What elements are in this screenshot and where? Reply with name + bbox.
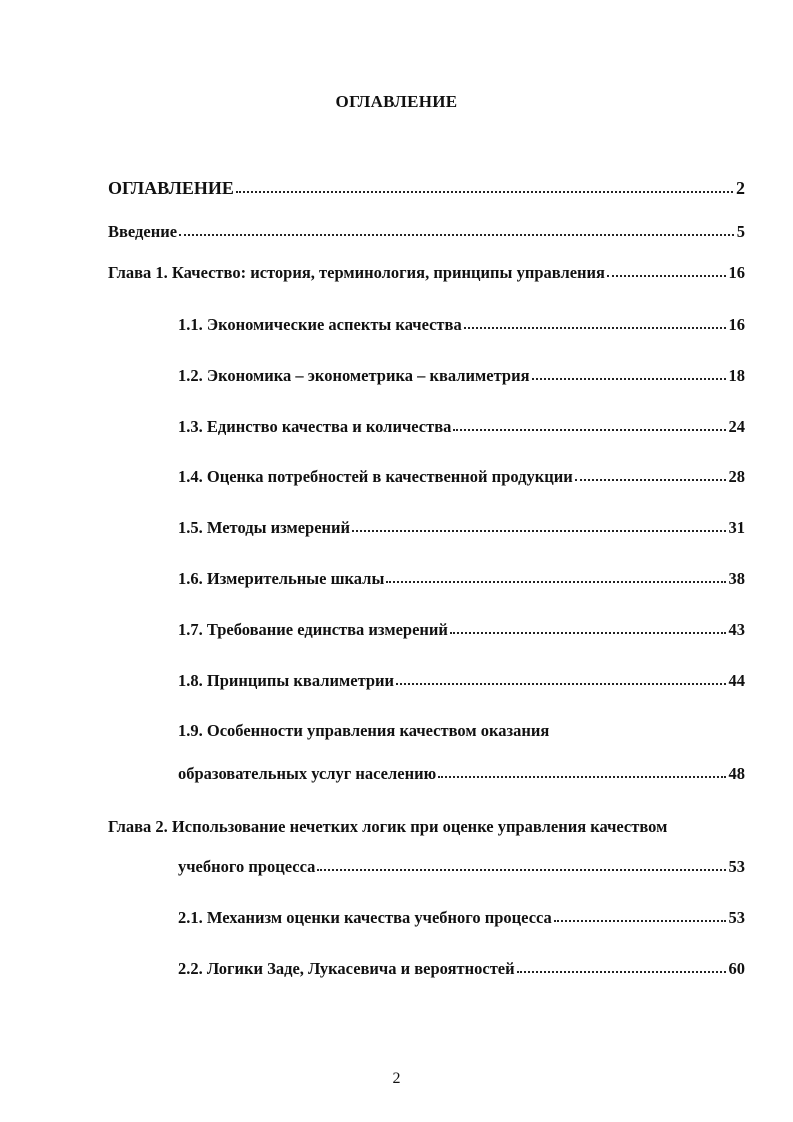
toc-entry-section-1-9-line-1[interactable]: 1.9. Особенности управления качеством оказания xyxy=(178,721,550,740)
toc-leader xyxy=(386,581,725,583)
toc-entry-chapter-1[interactable] xyxy=(108,263,745,283)
toc-entry-page: 53 xyxy=(728,908,745,927)
toc-entry-section-1-4[interactable] xyxy=(178,467,745,487)
toc-leader xyxy=(396,683,725,685)
toc-leader xyxy=(236,191,733,193)
toc-entry-section-1-5[interactable] xyxy=(178,518,745,538)
toc-entry-section-1-1[interactable] xyxy=(178,315,745,335)
toc-entry-page: 43 xyxy=(728,620,745,639)
toc-entry-section-2-2[interactable] xyxy=(178,959,745,979)
toc-entry-title: Введение xyxy=(108,222,178,241)
page-number: 2 xyxy=(392,1070,401,1087)
toc-entry-title: образовательных услуг населению xyxy=(178,764,437,783)
toc-leader xyxy=(532,378,726,380)
toc-entry-section-1-9[interactable] xyxy=(178,764,745,784)
toc-entry-title: 1.1. Экономические аспекты качества xyxy=(178,315,462,334)
toc-entry-page: 60 xyxy=(728,959,745,978)
toc-entry-section-1-7[interactable] xyxy=(178,620,745,640)
page-title: ОГЛАВЛЕНИЕ xyxy=(335,92,458,111)
toc-leader xyxy=(179,234,734,236)
toc-leader xyxy=(517,971,726,973)
toc-entry-page: 24 xyxy=(728,417,745,436)
toc-leader xyxy=(352,530,725,532)
toc-entry-page: 53 xyxy=(728,857,745,876)
toc-entry-contents[interactable] xyxy=(108,178,745,198)
toc-entry-page: 16 xyxy=(728,263,745,282)
toc-entry-page: 2 xyxy=(736,178,745,198)
toc-entry-page: 5 xyxy=(736,222,745,241)
toc-leader xyxy=(450,632,726,634)
toc-entry-title: учебного процесса xyxy=(178,857,316,876)
toc-leader xyxy=(554,920,726,922)
toc-leader xyxy=(453,429,725,431)
toc-entry-intro[interactable] xyxy=(108,222,745,242)
toc-entry-chapter-2[interactable] xyxy=(178,857,745,877)
toc-leader xyxy=(438,776,725,778)
toc-entry-section-1-6[interactable] xyxy=(178,569,745,589)
toc-leader xyxy=(317,869,725,871)
toc-entry-section-2-1[interactable] xyxy=(178,908,745,928)
toc-entry-page: 16 xyxy=(728,315,745,334)
toc-entry-section-1-8[interactable] xyxy=(178,671,745,691)
toc-entry-page: 31 xyxy=(728,518,745,537)
toc-entry-section-1-3[interactable] xyxy=(178,417,745,437)
toc-entry-title: Глава 1. Качество: история, терминология, принципы управления xyxy=(108,263,605,282)
toc-entry-title: ОГЛАВЛЕНИЕ xyxy=(108,178,234,198)
toc-leader xyxy=(575,479,726,481)
toc-entry-title: 2.1. Механизм оценки качества учебного процесса xyxy=(178,908,552,927)
toc-entry-page: 48 xyxy=(728,764,745,783)
toc-entry-title: 1.3. Единство качества и количества xyxy=(178,417,452,436)
toc-entry-chapter-2-line-1[interactable]: Глава 2. Использование нечетких логик при оценке управления качеством xyxy=(108,817,668,836)
toc-leader xyxy=(607,275,726,277)
toc-entry-title: 1.7. Требование единства измерений xyxy=(178,620,448,639)
toc-entry-title: 2.2. Логики Заде, Лукасевича и вероятностей xyxy=(178,959,515,978)
toc-entry-page: 44 xyxy=(728,671,745,690)
toc-entry-page: 38 xyxy=(728,569,745,588)
toc-entry-title: 1.8. Принципы квалиметрии xyxy=(178,671,395,690)
toc-entry-title: 1.5. Методы измерений xyxy=(178,518,351,537)
toc-entry-title: 1.6. Измерительные шкалы xyxy=(178,569,385,588)
toc-entry-section-1-2[interactable] xyxy=(178,366,745,386)
toc-entry-page: 28 xyxy=(728,467,745,486)
toc-entry-title: 1.2. Экономика – эконометрика – квалиметрия xyxy=(178,366,530,385)
toc-leader xyxy=(464,327,726,329)
toc-entry-page: 18 xyxy=(728,366,745,385)
toc-entry-title: 1.4. Оценка потребностей в качественной продукции xyxy=(178,467,573,486)
